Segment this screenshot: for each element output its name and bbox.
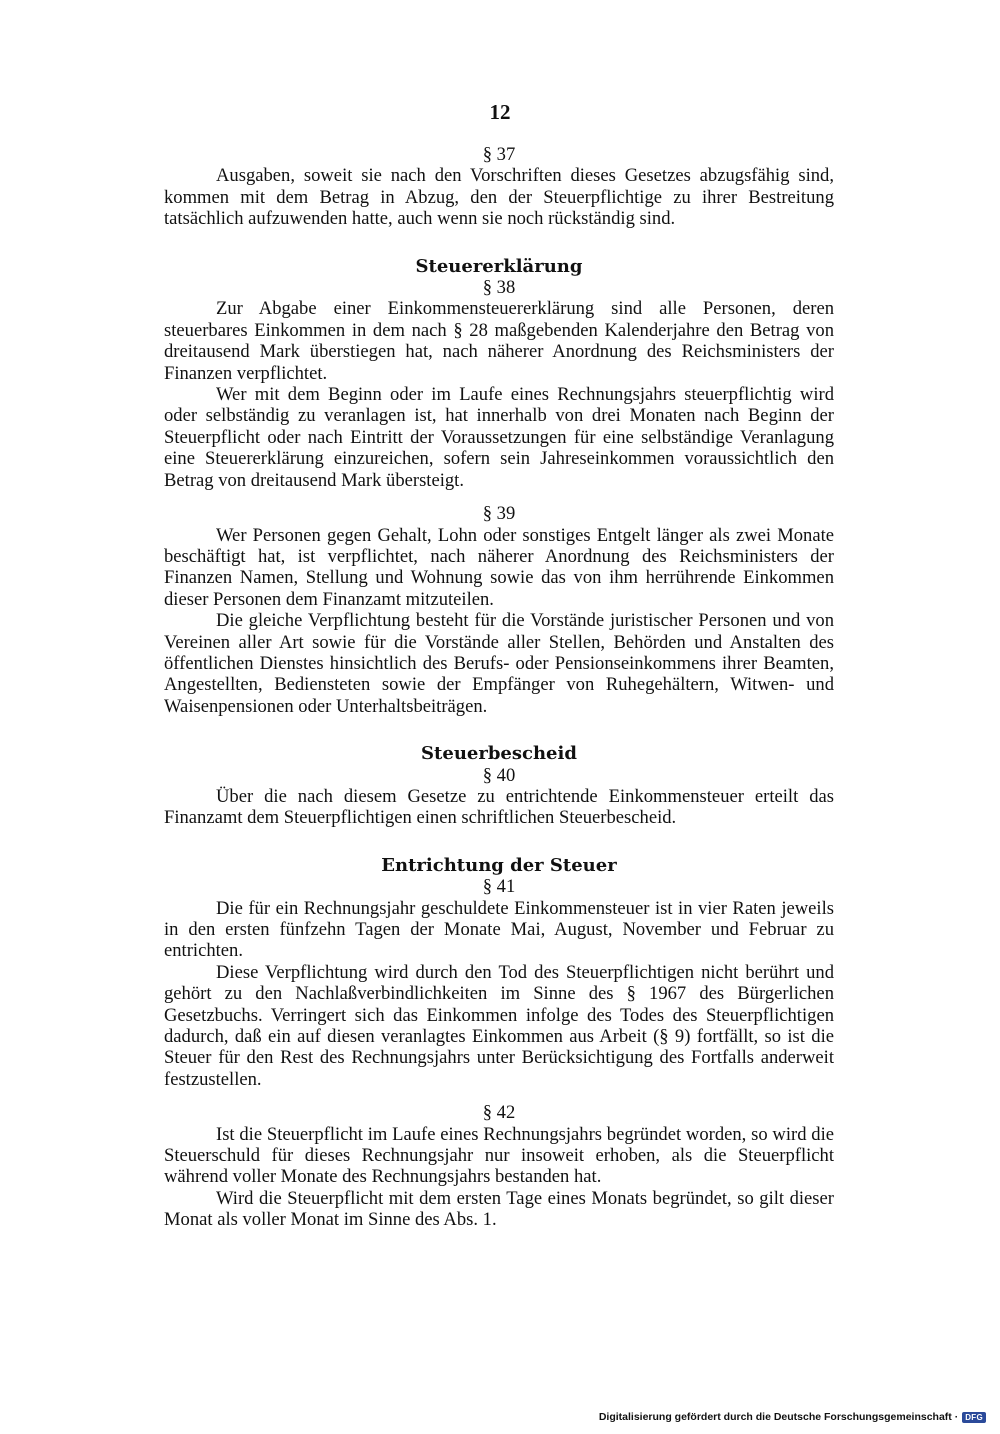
heading-steuerbescheid: Steuerbescheid bbox=[421, 743, 577, 765]
paragraph-41-1: Die für ein Rechnungsjahr geschuldete Einkommensteuer ist in vier Raten jeweils in den ersten fünfzehn Tagen der Monate Mai, August, November und Februar zu entrichten. bbox=[164, 897, 834, 962]
section-sign-41: § 41 bbox=[482, 876, 516, 898]
page-number: 12 bbox=[489, 100, 511, 124]
paragraph-39-2: Die gleiche Verpflichtung besteht für die Vorstände juristischer Personen und von Vereinen aller Art sowie für die Vorstände aller Stellen, Behörden und Anstalten des öffentlichen Dienstes hinsichtlich des Berufs- oder Pensionseinkommens ihrer Beamten, Angestellten, Bediensteten sowie der Empfänger von Ruhegehältern, Witwen- und Waisenpensionen oder Unterhaltsbeiträgen. bbox=[164, 610, 834, 717]
paragraph-39-1: Wer Personen gegen Gehalt, Lohn oder sonstiges Entgelt länger als zwei Monate beschäftigt hat, ist verpflichtet, nach näherer Anordnung des Reichsministers der Finanzen Namen, Stellung und Wohnung sowie das von ihm herrührende Einkommen dieser Personen dem Finanzamt mitzuteilen. bbox=[164, 524, 834, 610]
section-sign-42: § 42 bbox=[482, 1102, 516, 1124]
dfg-logo: DFG bbox=[962, 1412, 986, 1423]
paragraph-42-1: Ist die Steuerpflicht im Laufe eines Rechnungsjahrs begründet worden, so wird die Steuerschuld für dieses Rechnungsjahr nur insoweit erhoben, als die Steuerpflicht während voller Monate des Rechnungsjahrs bestanden hat. bbox=[164, 1123, 834, 1188]
section-sign-38: § 38 bbox=[482, 277, 516, 299]
credit-text: Digitalisierung gefördert durch die Deutsche Forschungsgemeinschaft · bbox=[598, 1411, 959, 1423]
paragraph-37-1: Ausgaben, soweit sie nach den Vorschriften dieses Gesetzes abzugsfähig sind, kommen mit dem Betrag in Abzug, den der Steuerpflichtige zu ihrer Bestreitung tatsächlich aufzuwenden hatte, auch wenn sie noch rückständig sind. bbox=[164, 165, 834, 230]
section-sign-39: § 39 bbox=[482, 503, 516, 525]
heading-entrichtung: Entrichtung der Steuer bbox=[381, 854, 617, 876]
section-sign-40: § 40 bbox=[482, 764, 516, 786]
section-sign-37: § 37 bbox=[482, 144, 516, 165]
paragraph-42-2: Wird die Steuerpflicht mit dem ersten Tage eines Monats begründet, so gilt dieser Monat als voller Monat im Sinne des Abs. 1. bbox=[164, 1187, 834, 1231]
paragraph-40-1: Über die nach diesem Gesetze zu entrichtende Einkommensteuer erteilt das Finanzamt dem Steuerpflichtigen einen schriftlichen Steuerbescheid. bbox=[164, 785, 834, 829]
paragraph-38-1: Zur Abgabe einer Einkommensteuererklärung sind alle Personen, deren steuerbares Einkommen in dem nach § 28 maßgebenden Kalenderjahre den Betrag von dreitausend Mark überstiegen hat, nach näherer Anordnung des Reichsministers der Finanzen verpflichtet. bbox=[164, 298, 834, 384]
digitization-credit bbox=[599, 1411, 986, 1423]
document-body bbox=[164, 144, 834, 1231]
heading-steuererklaerung: Steuererklärung bbox=[415, 255, 583, 277]
paragraph-41-2: Diese Verpflichtung wird durch den Tod des Steuerpflichtigen nicht berührt und gehört zu den Nachlaßverbindlichkeiten im Sinne des § 1967 des Bürgerlichen Gesetzbuchs. Verringert sich das Einkommen infolge des Todes des Steuerpflichtigen dadurch, daß ein auf diesen veranlagtes Einkommen aus Arbeit (§ 9) fortfällt, so ist die Steuer für den Rest des Rechnungsjahrs unter Berücksichtigung des Fortfalls anderweit festzustellen. bbox=[164, 961, 834, 1090]
paragraph-38-2: Wer mit dem Beginn oder im Laufe eines Rechnungsjahrs steuerpflichtig wird oder selbständig zu veranlagen ist, hat innerhalb von drei Monaten nach Beginn der Steuerpflicht oder nach Eintritt der Voraussetzungen für eine selbständige Veranlagung eine Steuererklärung einzureichen, sofern sein Jahreseinkommen voraussichtlich den Betrag von dreitausend Mark übersteigt. bbox=[164, 384, 834, 491]
